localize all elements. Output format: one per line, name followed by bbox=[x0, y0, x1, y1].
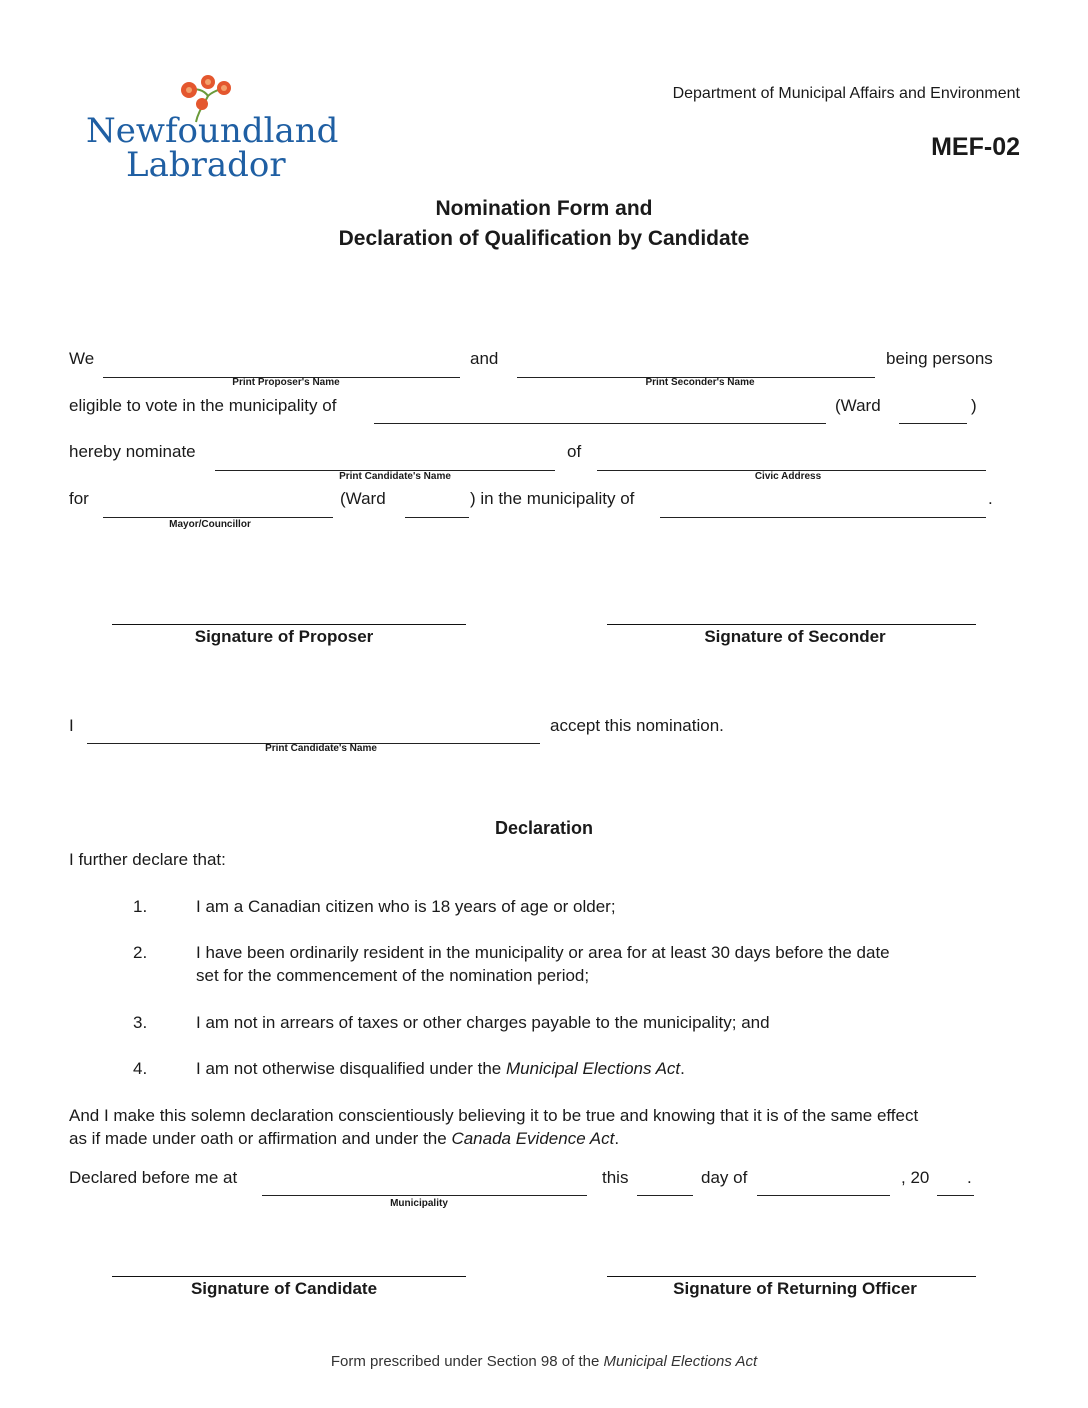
mayor-councillor-field[interactable] bbox=[103, 517, 333, 518]
declaration-item-1-number: 1. bbox=[133, 897, 148, 916]
declaration-item-3-number: 3. bbox=[133, 1013, 148, 1032]
eligible-label: eligible to vote in the municipality of bbox=[69, 396, 337, 415]
mayor-councillor-caption: Mayor/Councillor bbox=[169, 519, 251, 530]
of-label: of bbox=[567, 442, 582, 461]
candidate-name-caption: Print Candidate's Name bbox=[339, 471, 451, 482]
solemn-declaration-line-1: And I make this solemn declaration conscientiously believing it to be true and knowing that it is of the same effect bbox=[69, 1106, 919, 1125]
year-field[interactable] bbox=[937, 1195, 974, 1196]
declaration-item-2-line-2: set for the commencement of the nomination period; bbox=[196, 966, 590, 985]
ward-open-label: (Ward bbox=[835, 396, 881, 415]
declared-before-label: Declared before me at bbox=[69, 1168, 238, 1187]
ward-field-2[interactable] bbox=[405, 517, 469, 518]
civic-address-caption: Civic Address bbox=[754, 471, 822, 482]
day-of-label: day of bbox=[701, 1168, 748, 1187]
item-4-text-before: I am not otherwise disqualified under the bbox=[196, 1059, 506, 1078]
proposer-name-caption: Print Proposer's Name bbox=[232, 377, 340, 388]
solemn-line-2-before: as if made under oath or affirmation and under the bbox=[69, 1129, 452, 1148]
we-label: We bbox=[69, 349, 95, 368]
returning-officer-signature-label: Signature of Returning Officer bbox=[673, 1279, 917, 1298]
declaration-item-4-text bbox=[196, 1059, 685, 1079]
solemn-line-2-after: . bbox=[614, 1129, 620, 1148]
declaration-item-3-text: I am not in arrears of taxes or other charges payable to the municipality; and bbox=[196, 1013, 770, 1032]
candidate-signature-field[interactable] bbox=[112, 1276, 466, 1277]
in-municipality-label: ) in the municipality of bbox=[470, 489, 635, 508]
declaration-item-4-number: 4. bbox=[133, 1059, 148, 1078]
returning-officer-signature-field[interactable] bbox=[607, 1276, 976, 1277]
hereby-nominate-label: hereby nominate bbox=[69, 442, 196, 461]
item-4-act-name: Municipal Elections Act bbox=[505, 1059, 681, 1078]
logo-line-1: Newfoundland bbox=[86, 111, 339, 151]
declaration-heading: Declaration bbox=[494, 818, 594, 838]
declaration-item-2-line-1: I have been ordinarily resident in the municipality or area for at least 30 days before the date bbox=[196, 943, 890, 962]
i-label: I bbox=[69, 716, 74, 735]
declared-municipality-field[interactable] bbox=[262, 1195, 587, 1196]
and-label: and bbox=[470, 349, 499, 368]
form-title-line-1: Nomination Form and bbox=[435, 197, 653, 220]
declared-municipality-caption: Municipality bbox=[390, 1198, 448, 1209]
logo-line-2: Labrador bbox=[126, 145, 286, 185]
day-field[interactable] bbox=[637, 1195, 693, 1196]
footer-act-name: Municipal Elections Act bbox=[603, 1353, 758, 1370]
footer-note bbox=[0, 1352, 1088, 1372]
form-title-line-2: Declaration of Qualification by Candidate bbox=[338, 227, 750, 250]
solemn-declaration-line-2 bbox=[69, 1129, 619, 1149]
declared-period-label: . bbox=[967, 1168, 972, 1187]
for-label: for bbox=[69, 489, 89, 508]
being-persons-label: being persons bbox=[886, 349, 993, 368]
declaration-item-2-number: 2. bbox=[133, 943, 148, 962]
ward-open-label-2: (Ward bbox=[340, 489, 386, 508]
seconder-signature-field[interactable] bbox=[607, 624, 976, 625]
this-label: this bbox=[602, 1168, 629, 1187]
candidate-signature-label: Signature of Candidate bbox=[190, 1279, 378, 1298]
accept-nomination-label: accept this nomination. bbox=[550, 716, 724, 735]
declaration-intro: I further declare that: bbox=[69, 850, 226, 869]
government-logo bbox=[86, 74, 339, 185]
ward-field[interactable] bbox=[899, 423, 967, 424]
municipality-field-2[interactable] bbox=[660, 517, 986, 518]
year-prefix-label: , 20 bbox=[901, 1168, 930, 1187]
seconder-name-caption: Print Seconder's Name bbox=[645, 377, 755, 388]
footer-text: Form prescribed under Section 98 of the bbox=[330, 1353, 604, 1370]
municipality-field[interactable] bbox=[374, 423, 826, 424]
solemn-line-2-act-name: Canada Evidence Act bbox=[451, 1129, 615, 1148]
accepting-candidate-caption: Print Candidate's Name bbox=[265, 743, 377, 754]
month-field[interactable] bbox=[757, 1195, 890, 1196]
ward-close-label: ) bbox=[971, 396, 977, 415]
seconder-signature-label: Signature of Seconder bbox=[704, 627, 886, 646]
declaration-item-1-text: I am a Canadian citizen who is 18 years of age or older; bbox=[196, 897, 616, 916]
department-name: Department of Municipal Affairs and Environment bbox=[672, 85, 1020, 102]
proposer-signature-label: Signature of Proposer bbox=[194, 627, 374, 646]
item-4-text-after: . bbox=[680, 1059, 685, 1078]
proposer-signature-field[interactable] bbox=[112, 624, 466, 625]
form-code: MEF-02 bbox=[931, 133, 1020, 161]
period-label: . bbox=[988, 489, 993, 508]
